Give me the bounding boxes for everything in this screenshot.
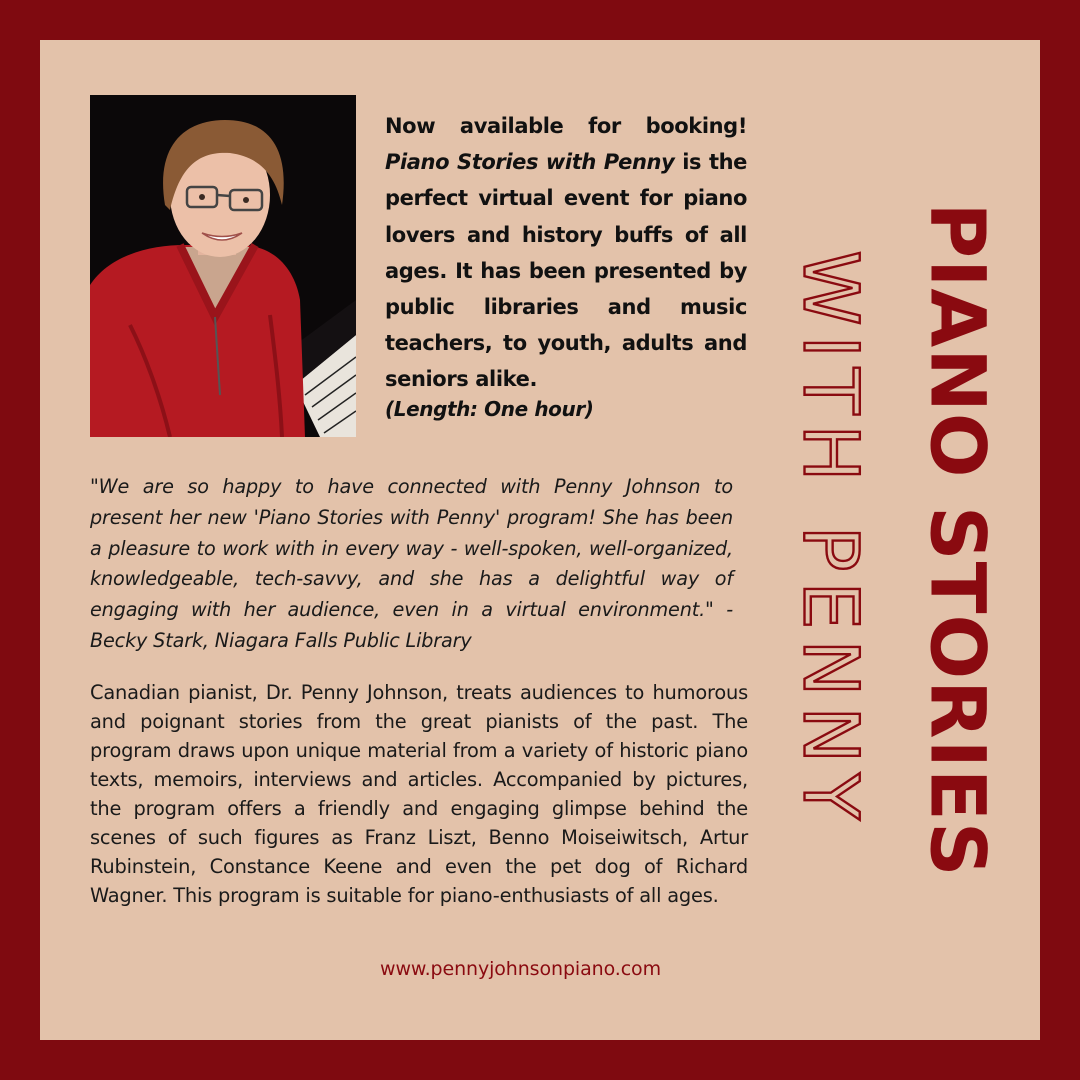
title-line-piano-stories: PIANO STORIES (913, 202, 1003, 878)
flyer-panel (40, 40, 1040, 1040)
program-description: Canadian pianist, Dr. Penny Johnson, treats audiences to humorous and poignant stories from the great pianists of the past. The program draws upon unique material from a variety of historic piano texts, memoirs, interviews and articles. Accompanied by pictures, the program offers a friendly and engaging glimpse behind the scenes of such figures as Franz Liszt, Benno Moiseiwitsch, Artur Rubinstein, Constance Keene and even the pet dog of Richard Wagner. This program is suitable for piano-enthusiasts of all ages. (90, 681, 748, 907)
program-name: Piano Stories with Penny (385, 150, 675, 175)
intro-lead: Now available for booking! (385, 114, 747, 138)
intro-text: is the perfect virtual event for piano lovers and history buffs of all ages. It has been presented by public libraries and music teachers, to youth, adults and seniors alike. (385, 150, 747, 392)
portrait-photo (90, 95, 356, 437)
event-length: (Length: One hour) (385, 397, 594, 421)
intro-paragraph (385, 108, 747, 398)
title-line-with-penny: WITH PENNY (786, 250, 876, 830)
testimonial-quote: "We are so happy to have connected with Penny Johnson to present her new 'Piano Stories with Penny' program! She has been a pleasure to work with in every way - well-spoken, well-organized, knowledgeable, tech-savvy, and she has a delightful way of engaging with her audience, even in a virtual environment." - Becky Stark, Niagara Falls Public Library (90, 475, 733, 652)
website-link[interactable]: www.pennyjohnsonpiano.com (380, 958, 661, 980)
